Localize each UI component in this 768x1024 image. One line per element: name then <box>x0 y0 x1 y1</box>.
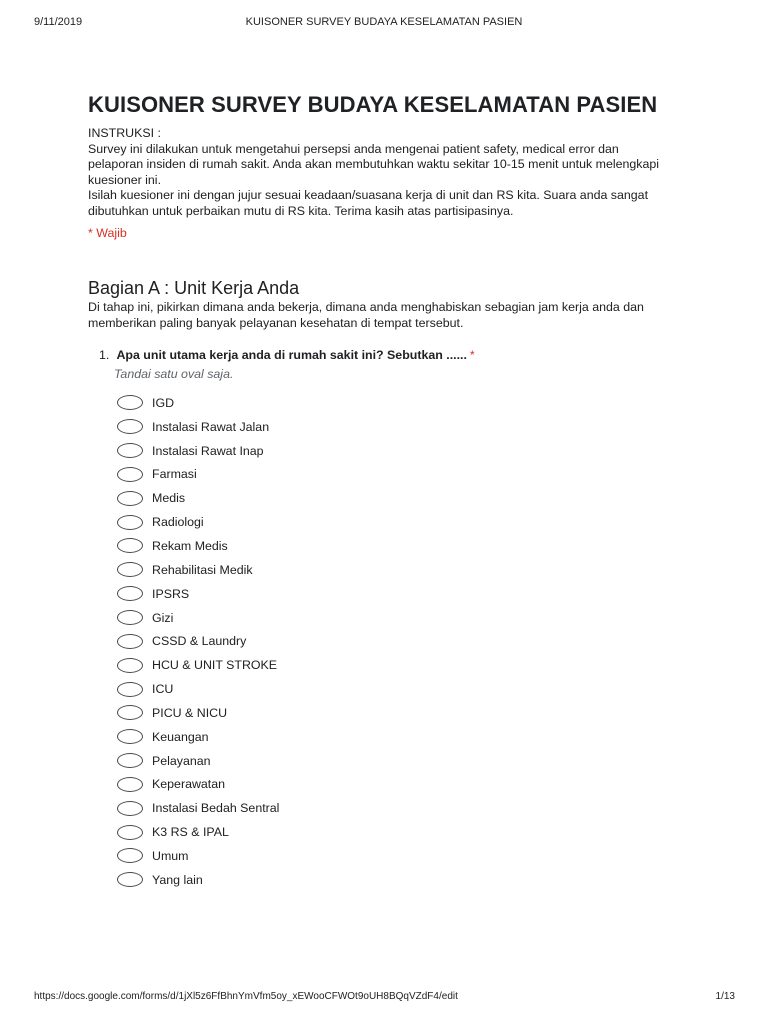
option-label: Rekam Medis <box>152 538 228 553</box>
section-title: Bagian A : Unit Kerja Anda <box>88 278 300 298</box>
question-number: 1. <box>99 348 110 362</box>
option-item[interactable] <box>117 415 279 439</box>
option-label: Umum <box>152 848 189 863</box>
print-header <box>0 16 768 32</box>
question-hint: Tandai satu oval saja. <box>114 367 234 381</box>
page-number: 1/13 <box>715 991 735 1002</box>
radio-oval[interactable] <box>117 586 143 601</box>
option-item[interactable] <box>117 677 279 701</box>
option-item[interactable] <box>117 534 279 558</box>
radio-oval[interactable] <box>117 491 143 506</box>
option-label: Medis <box>152 491 186 506</box>
option-label: CSSD & Laundry <box>152 634 247 649</box>
option-item[interactable] <box>117 773 279 797</box>
print-date: 9/11/2019 <box>34 16 83 28</box>
radio-oval[interactable] <box>117 562 143 577</box>
required-note: * Wajib <box>88 226 127 240</box>
option-label: PICU & NICU <box>152 705 228 720</box>
radio-oval[interactable] <box>117 419 143 434</box>
option-item[interactable] <box>117 606 279 630</box>
form-title: KUISONER SURVEY BUDAYA KESELAMATAN PASIEN <box>88 92 658 117</box>
radio-oval[interactable] <box>117 825 143 840</box>
option-item[interactable] <box>117 629 279 653</box>
option-label: Farmasi <box>152 467 197 482</box>
section-description: Di tahap ini, pikirkan dimana anda bekerja, dimana anda menghabiskan sebagian jam kerja anda dan memberikan paling banyak pelayanan kesehatan di tempat tersebut. <box>88 300 644 330</box>
option-item[interactable] <box>117 725 279 749</box>
radio-oval[interactable] <box>117 658 143 673</box>
radio-oval[interactable] <box>117 729 143 744</box>
option-label: Radiologi <box>152 515 204 530</box>
option-item[interactable] <box>117 391 279 415</box>
options-list <box>117 391 279 892</box>
footer-url: https://docs.google.com/forms/d/1jXl5z6FfBhnYmVfm5oy_xEWooCFWOt9oUH8BQqVZdF4/edit <box>34 991 458 1002</box>
radio-oval[interactable] <box>117 538 143 553</box>
required-asterisk: * <box>469 348 475 362</box>
radio-oval[interactable] <box>117 515 143 530</box>
radio-oval[interactable] <box>117 443 143 458</box>
option-item[interactable] <box>117 439 279 463</box>
instructions-heading: INSTRUKSI : <box>88 126 161 140</box>
radio-oval[interactable] <box>117 467 143 482</box>
option-item[interactable] <box>117 844 279 868</box>
radio-oval[interactable] <box>117 801 143 816</box>
instructions-paragraph: Isilah kuesioner ini dengan jujur sesuai keadaan/suasana kerja di unit dan RS kita. Suara anda sangat dibutuhkan untuk perbaikan mutu di RS kita. Terima kasih atas partisipasinya. <box>88 188 649 218</box>
option-label: Keuangan <box>152 729 209 744</box>
option-label: Gizi <box>152 610 174 625</box>
option-label: Instalasi Bedah Sentral <box>152 801 280 816</box>
instructions-paragraph: Survey ini dilakukan untuk mengetahui persepsi anda mengenai patient safety, medical error dan pelaporan insiden di rumah sakit. Anda akan membutuhkan waktu sekitar 10-15 menit untuk melengkapi kuesioner ini. <box>88 141 659 187</box>
option-item[interactable] <box>117 796 279 820</box>
option-item[interactable] <box>117 701 279 725</box>
radio-oval[interactable] <box>117 395 143 410</box>
option-label: Instalasi Rawat Inap <box>152 443 264 458</box>
radio-oval[interactable] <box>117 705 143 720</box>
option-label: IPSRS <box>152 586 190 601</box>
option-label: Instalasi Rawat Jalan <box>152 419 270 434</box>
radio-oval[interactable] <box>117 610 143 625</box>
option-label: Pelayanan <box>152 753 211 768</box>
option-item[interactable] <box>117 558 279 582</box>
option-label: K3 RS & IPAL <box>152 825 229 840</box>
question-text: Apa unit utama kerja anda di rumah sakit ini? Sebutkan ...... <box>116 348 467 362</box>
print-title: KUISONER SURVEY BUDAYA KESELAMATAN PASIEN <box>245 16 523 28</box>
option-item[interactable] <box>117 868 279 892</box>
option-item[interactable] <box>117 749 279 773</box>
option-item[interactable] <box>117 486 279 510</box>
option-label: Rehabilitasi Medik <box>152 562 253 577</box>
option-item[interactable] <box>117 510 279 534</box>
option-label: IGD <box>152 395 175 410</box>
option-item[interactable] <box>117 463 279 487</box>
radio-oval[interactable] <box>117 753 143 768</box>
radio-oval[interactable] <box>117 848 143 863</box>
radio-oval[interactable] <box>117 872 143 887</box>
option-item[interactable] <box>117 820 279 844</box>
radio-oval[interactable] <box>117 634 143 649</box>
option-label: ICU <box>152 682 174 697</box>
option-label: HCU & UNIT STROKE <box>152 658 278 673</box>
option-item[interactable] <box>117 653 279 677</box>
form-instructions <box>88 126 668 219</box>
option-label: Keperawatan <box>152 777 226 792</box>
option-label: Yang lain <box>152 872 203 887</box>
radio-oval[interactable] <box>117 777 143 792</box>
option-item[interactable] <box>117 582 279 606</box>
question-1 <box>99 348 475 362</box>
print-footer <box>0 991 768 1007</box>
radio-oval[interactable] <box>117 682 143 697</box>
